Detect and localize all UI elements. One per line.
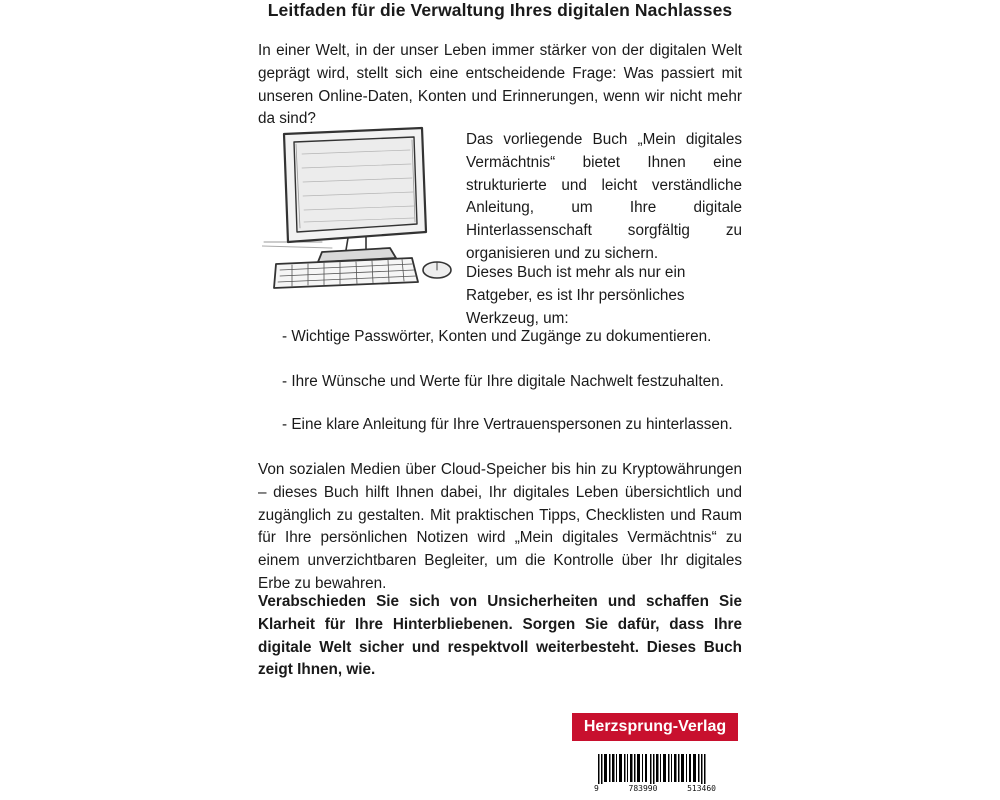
isbn-group-left: 783990 (628, 784, 658, 793)
bullet-item: - Ihre Wünsche und Werte für Ihre digitale Nachwelt festzuhalten. (282, 373, 724, 390)
intro-paragraph: In einer Welt, in der unser Leben immer stärker von der digitalen Welt geprägt wird, stellt sich eine entscheidende Frage: Was passiert mit unseren Online-Daten, Konten und Erinnerungen, wenn wir nicht mehr da sind? (258, 42, 742, 128)
page-title: Leitfaden für die Verwaltung Ihres digitalen Nachlasses (267, 0, 733, 20)
description-paragraph: Von sozialen Medien über Cloud-Speicher bis hin zu Kryptowährungen – dieses Buch hilft Ihnen dabei, Ihr digitales Leben übersichtlich und zugänglich zu gestalten. Mit praktischen Tipps, Checklisten und Raum für Ihre persönlichen Notizen wird „Mein digitales Vermächtnis“ zu einem unverzichtbaren Begleiter, um die Kontrolle über Ihr digitales Erbe zu bewahren. (258, 461, 742, 592)
bullet-item: - Eine klare Anleitung für Ihre Vertrauenspersonen zu hinterlassen. (282, 416, 733, 433)
isbn-digits (594, 784, 716, 793)
book-intro-paragraph: Das vorliegende Buch „Mein digitales Vermächtnis“ bietet Ihnen eine strukturierte und leicht verständliche Anleitung, um Ihre digitale Hinterlassenschaft sorgfältig zu organisieren und zu sichern. (466, 131, 742, 262)
tool-intro-paragraph: Dieses Buch ist mehr als nur ein Ratgeber, es ist Ihr persönliches Werkzeug, um: (466, 264, 686, 327)
bullet-item: - Wichtige Passwörter, Konten und Zugänge zu dokumentieren. (282, 328, 712, 345)
publisher-badge: Herzsprung-Verlag (572, 713, 738, 741)
isbn-group-right: 513460 (687, 784, 716, 793)
isbn-prefix: 9 (594, 784, 599, 793)
closing-paragraph: Verabschieden Sie sich von Unsicherheiten und schaffen Sie Klarheit für Ihre Hinterbliebenen. Sorgen Sie dafür, dass Ihre digitale Welt sicher und respektvoll weiterbesteht. Dieses Buch zeigt Ihnen, wie. (258, 593, 742, 679)
computer-sketch-icon (262, 124, 462, 294)
barcode-bars-icon (592, 752, 718, 786)
